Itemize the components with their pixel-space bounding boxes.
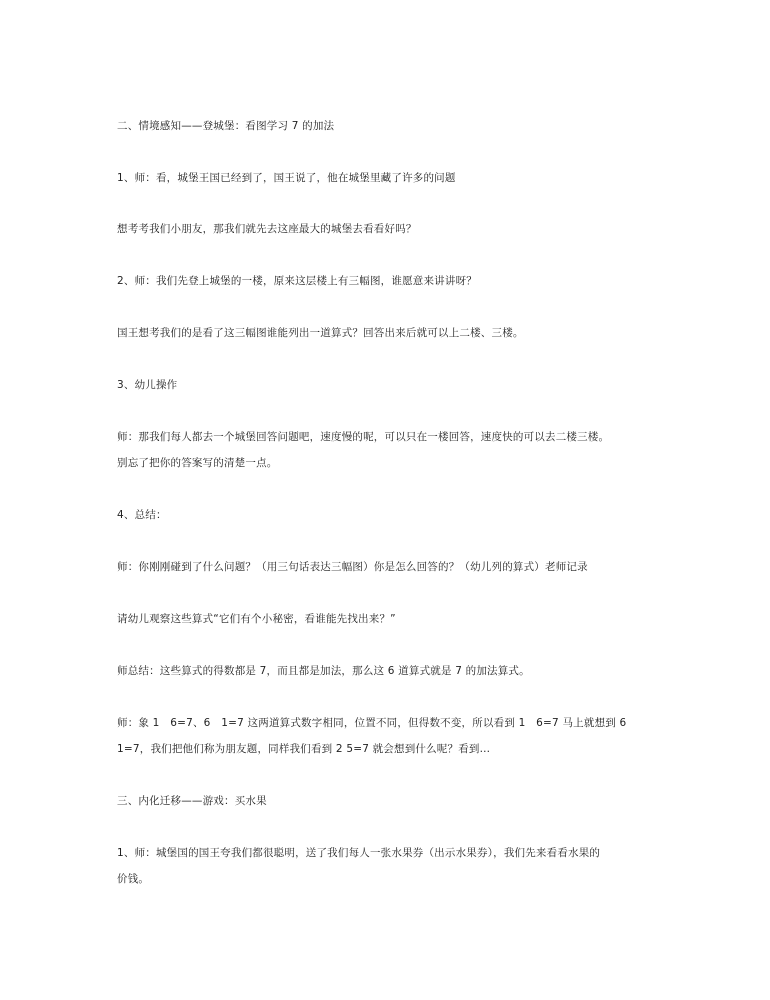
paragraph-line: 师：象 1 6=7、6 1=7 这两道算式数字相同，位置不同，但得数不变，所以看到 1 6=7 马上就想到 6 [117, 717, 627, 729]
paragraph-line: 国王想考我们的是看了这三幅图谁能列出一道算式？回答出来后就可以上二楼、三楼。 [117, 327, 524, 339]
paragraph-line: 1、师：看，城堡王国已经到了，国王说了，他在城堡里藏了许多的问题 [117, 172, 456, 184]
paragraph-line: 师总结：这些算式的得数都是 7，而且都是加法，那么这 6 道算式就是 7 的加法算式。 [117, 665, 530, 677]
paragraph-line: 价钱。 [117, 873, 150, 885]
paragraph-line: 别忘了把你的答案写的清楚一点。 [117, 457, 278, 469]
subheading-line: 4、总结： [117, 509, 167, 521]
section-heading-2: 二、情境感知——登城堡：看图学习 7 的加法 [117, 120, 335, 132]
paragraph-line: 请幼儿观察这些算式“它们有个小秘密，看谁能先找出来？” [117, 613, 396, 625]
paragraph-line: 2、师：我们先登上城堡的一楼，原来这层楼上有三幅图，谁愿意来讲讲呀？ [117, 275, 477, 287]
paragraph-line: 1、师：城堡国的国王夸我们都很聪明，送了我们每人一张水果券（出示水果券），我们先来看看水果的 [117, 847, 601, 859]
paragraph-line: 想考考我们小朋友，那我们就先去这座最大的城堡去看看好吗？ [117, 223, 417, 235]
section-heading-3: 三、内化迁移——游戏：买水果 [117, 795, 267, 807]
paragraph-line: 师：你刚刚碰到了什么问题？（用三句话表达三幅图）你是怎么回答的？（幼儿列的算式）老师记录 [117, 561, 588, 573]
paragraph-line: 师：那我们每人都去一个城堡回答问题吧，速度慢的呢，可以只在一楼回答，速度快的可以去二楼三楼。 [117, 431, 610, 443]
subheading-line: 3、幼儿操作 [117, 379, 178, 391]
paragraph-line: 1=7，我们把他们称为朋友题，同样我们看到 2 5=7 就会想到什么呢？看到... [117, 743, 491, 755]
